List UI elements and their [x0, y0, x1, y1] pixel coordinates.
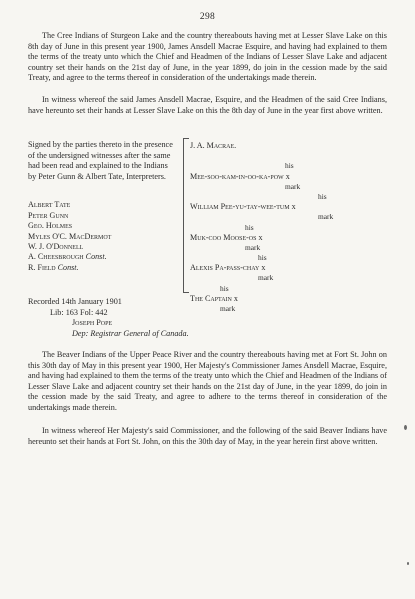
constable-title: Const.: [57, 262, 79, 272]
witness-column: [28, 140, 178, 273]
witness-name: W. J. O'Donnell: [28, 242, 84, 251]
witness-name: Peter Gunn: [28, 210, 69, 220]
paragraph-witness-2: In witness whereof Her Majesty's said Commissioner, and the following of the said Beaver Indians have hereunto set their hands at Fort St. John, on this the 30th day of May, in the year herein first above written.: [28, 426, 387, 446]
signatory-name: Mee-soo-kam-in-oo-ka-pow: [190, 171, 284, 181]
signatory-mark-row: [190, 212, 380, 222]
his-label: his: [258, 253, 267, 263]
signatory-his-label-row: [190, 253, 380, 263]
witness-name: Geo. Holmes: [28, 221, 73, 231]
signatory-mark-row: [190, 304, 380, 314]
recording-note: [28, 297, 189, 339]
signatory-row: [190, 172, 380, 182]
constable-title: Const.: [85, 252, 107, 262]
mark-label: mark: [220, 304, 236, 313]
paragraph-beaver-indians: The Beaver Indians of the Upper Peace River and the country thereabouts having met at Fort St. John on this 30th day of May in this present year 1900, Her Majesty's Commissioner James Ansdell Macrae, Esquire, and having had explained to them the terms of the treaty unto which the Chief and Headmen of the Indians of Lesser Slave Lake and adjacent country set their hands on the 21st day of June, in the year 1899, do join in the cession made by the said Treaty, and agree to adhere to the terms thereof in consideration of the undertakings made therein.: [28, 350, 387, 412]
signatory-name: Alexis Pa-pass-chay: [190, 263, 260, 273]
constable-name: A. Cheesbrough: [28, 252, 84, 262]
signatory-his-label-row: [190, 161, 380, 171]
signatory-mark-row: [190, 243, 380, 253]
department-title: Registrar General of Canada.: [90, 328, 189, 338]
recorded-signer: Joseph Pope: [72, 318, 113, 328]
mark-label: mark: [285, 181, 301, 191]
mark-label: mark: [245, 242, 261, 252]
signatory-row: [190, 294, 380, 304]
signatory-row: [190, 233, 380, 243]
department-prefix: Dep:: [72, 328, 89, 338]
x-mark: x: [285, 171, 290, 181]
his-label: his: [318, 191, 327, 201]
his-label: his: [245, 222, 254, 232]
mark-label: mark: [258, 273, 274, 283]
witness-constable: [28, 252, 178, 262]
commissioner-signature: J. A. Macrae.: [190, 141, 237, 150]
signature-bracket: [183, 138, 189, 293]
witness-list: [28, 200, 178, 273]
signed-statement: Signed by the parties thereto in the presence of the undersigned witnesses after the same had been read and explained to the Indians by Peter Gunn & Albert Tate, Interpreters.: [28, 140, 173, 181]
constable-name: R. Field: [28, 262, 56, 272]
witness-name: Myles O'C. MacDermot: [28, 231, 112, 241]
x-mark: x: [233, 293, 238, 303]
signatory-name: Muk-coo Moose-os: [190, 232, 257, 242]
paragraph-witness-1: In witness whereof the said James Ansdell Macrae, Esquire, and the Headmen of the said Cree Indians, have hereunto set their hands at Lesser Slave Lake on this the 8th day of June in the year first above written.: [28, 95, 387, 115]
signatory-column: [190, 141, 380, 314]
signatory-name: The Captain: [190, 293, 232, 303]
recorded-date: Recorded 14th January 1901: [28, 297, 122, 306]
his-label: his: [220, 283, 229, 293]
recorded-folio: Lib: 163 Fol: 442: [50, 307, 108, 317]
witness-constable: [28, 263, 178, 273]
signatory-his-label-row: [190, 223, 380, 233]
signatory-row: [190, 202, 380, 212]
signatory-name: William Pee-yu-tay-wee-tum: [190, 202, 290, 212]
recorded-department: [28, 329, 189, 340]
x-mark: x: [291, 202, 296, 212]
paragraph-sturgeon-lake: The Cree Indians of Sturgeon Lake and the country thereabouts having met at Lesser Slave Lake on this 8th day of June in this present year 1900, James Ansdell Macrae Esquire, and having had explained to them the terms of the treaty unto which the Chief and Headmen of the Indians of Lesser Slave Lake and adjacent country set their hands on the 21st day of June, in the year 1899, do join in the cession made by the said Treaty, and agree to the terms thereof in consideration of the undertakings made therein.: [28, 31, 387, 83]
signatory-mark-row: [190, 273, 380, 283]
his-label: his: [285, 161, 294, 171]
scan-speck: [404, 425, 407, 430]
x-mark: x: [258, 232, 263, 242]
page-number: 298: [199, 12, 216, 22]
x-mark: x: [261, 263, 266, 273]
signatory-his-label-row: [190, 192, 380, 202]
mark-label: mark: [318, 212, 334, 222]
sig-spacer: [190, 151, 380, 161]
signatory-his-label-row: [190, 284, 380, 294]
signatory-mark-row: [190, 182, 380, 192]
witness-name: Albert Tate: [28, 200, 71, 210]
signatory-row: [190, 263, 380, 273]
scan-speck: [407, 562, 409, 565]
